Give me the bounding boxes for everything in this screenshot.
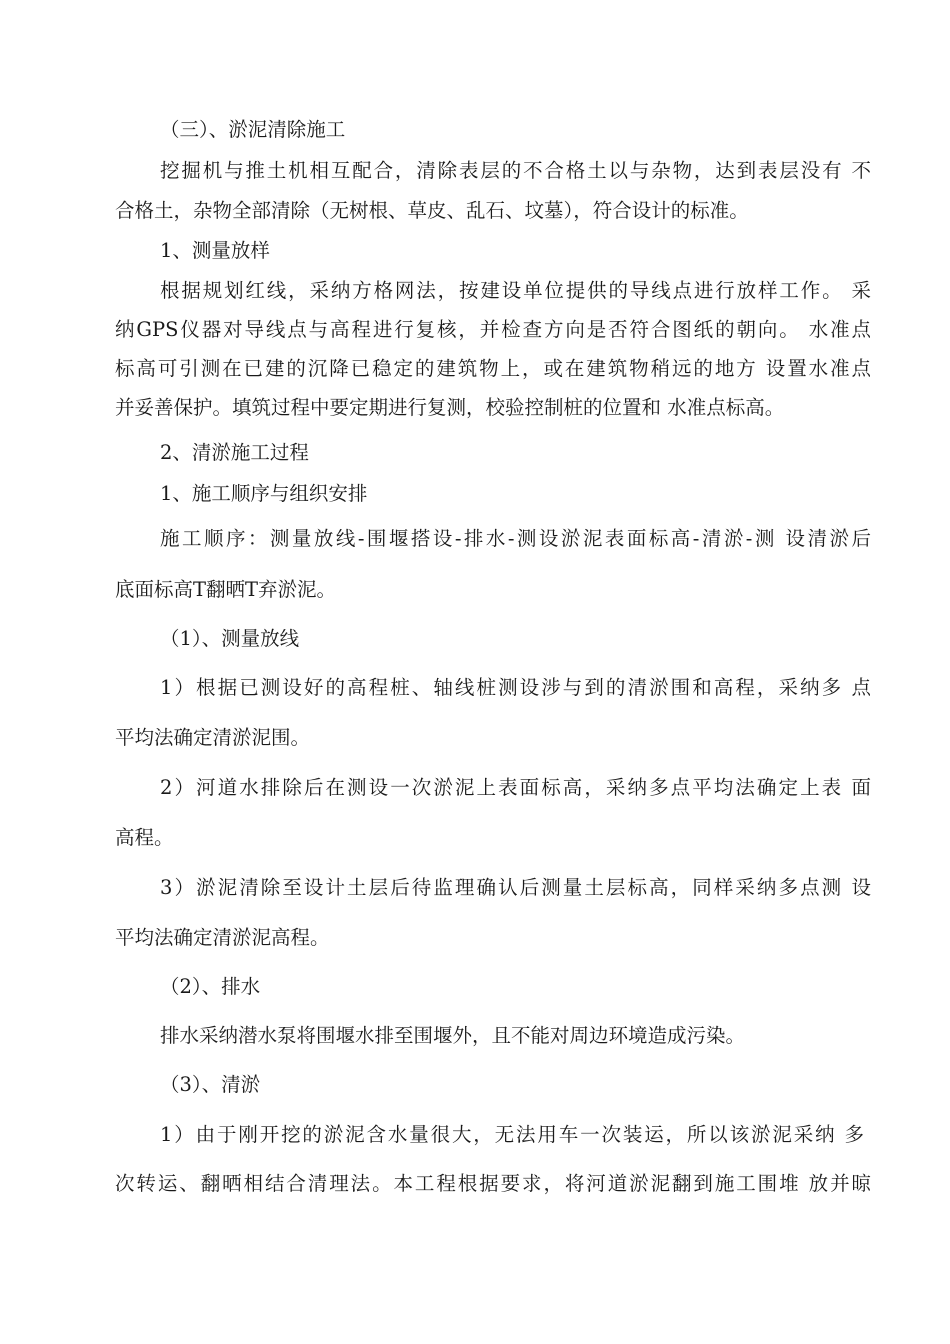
paragraph-line: 标高可引测在已建的沉降已稳定的建筑物上，或在建筑物稍远的地方 设置水准点 — [115, 357, 871, 380]
paragraph-line: 排水采纳潜水泵将围堰水排至围堰外，且不能对周边环境造成污染。 — [160, 1024, 746, 1047]
paragraph-line: 2）河道水排除后在测设一次淤泥上表面标高，采纳多点平均法确定上表 面 — [160, 776, 871, 799]
paragraph-line: 根据规划红线，采纳方格网法，按建设单位提供的导线点进行放样工作。 采 — [160, 279, 871, 302]
paragraph-line: 纳GPS仪器对导线点与高程进行复核，并检查方向是否符合图纸的朝向。 水准点 — [115, 318, 871, 341]
paragraph-line: 合格土，杂物全部清除（无树根、草皮、乱石、坟墓），符合设计的标准。 — [115, 199, 749, 222]
subheading: 1、测量放样 — [160, 239, 270, 262]
section-heading: （三）、淤泥清除施工 — [160, 118, 346, 141]
subheading: （3）、清淤 — [160, 1073, 261, 1096]
paragraph-line: 平均法确定清淤泥高程。 — [115, 926, 330, 949]
paragraph-line: 1）根据已测设好的高程桩、轴线桩测设涉与到的清淤围和高程，采纳多 点 — [160, 676, 871, 699]
subheading: 1、施工顺序与组织安排 — [160, 482, 368, 505]
paragraph-line: 挖掘机与推土机相互配合，清除表层的不合格土以与杂物，达到表层没有 不 — [160, 159, 871, 182]
subheading: 2、清淤施工过程 — [160, 441, 309, 464]
paragraph-line: 3）淤泥清除至设计土层后待监理确认后测量土层标高，同样采纳多点测 设 — [160, 876, 871, 899]
paragraph-line: 1）由于刚开挖的淤泥含水量很大，无法用车一次装运，所以该淤泥采纳 多 — [160, 1123, 864, 1146]
paragraph-line: 平均法确定清淤泥围。 — [115, 726, 311, 749]
subheading: （1）、测量放线 — [160, 627, 300, 650]
subheading: （2）、排水 — [160, 975, 261, 998]
paragraph-line: 并妥善保护。填筑过程中要定期进行复测，校验控制桩的位置和 水准点标高。 — [115, 396, 785, 419]
paragraph-line: 施工顺序：测量放线-围堰搭设-排水-测设淤泥表面标高-清淤-测 设清淤后 — [160, 527, 871, 550]
paragraph-line: 底面标高T翻晒T弃淤泥。 — [115, 578, 337, 601]
paragraph-line: 次转运、翻晒相结合清理法。本工程根据要求，将河道淤泥翻到施工围堆 放并晾 — [115, 1172, 871, 1195]
paragraph-line: 高程。 — [115, 826, 174, 849]
